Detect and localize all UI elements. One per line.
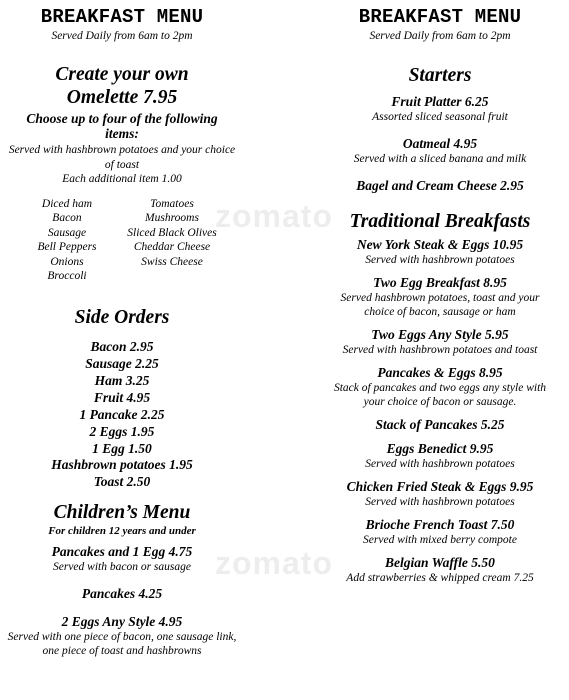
side-order-item: Sausage 2.25 [85,355,159,371]
menu-item-name: Pancakes and 1 Egg 4.75 [51,544,193,560]
menu-item [326,136,554,166]
omelette-fillings [0,197,244,285]
side-order-item: Bacon 2.95 [90,339,154,355]
menu-item [6,586,238,602]
menu-item-description: Served with hashbrown potatoes [365,496,515,508]
filling-item: Sausage [47,226,87,239]
filling-item: Broccoli [47,270,87,283]
side-order-item: Toast 2.50 [93,474,151,490]
menu-item [326,517,554,547]
side-orders-list [0,339,244,491]
filling-item: Bell Peppers [37,241,97,254]
menu-item [6,614,238,658]
menu-item-name: Two Egg Breakfast 8.95 [373,275,507,290]
menu-item [326,441,554,471]
menu-item [326,417,554,433]
side-order-item: Fruit 4.95 [93,389,151,405]
omelette-heading-line1: Create your own [55,64,189,85]
side-order-item: 1 Egg 1.50 [92,440,152,456]
menu-item-description: Served with mixed berry compote [363,534,517,546]
menu-item-description: Served with hashbrown potatoes [365,254,515,266]
served-hours: Served Daily from 6am to 2pm [369,30,511,42]
menu-item-name: Brioche French Toast 7.50 [365,517,515,532]
childrens-menu-subtitle: For children 12 years and under [48,525,196,538]
menu-item-description: Served with one piece of bacon, one sausage link, one piece of toast and hashbrowns [7,631,237,658]
side-order-item: 2 Eggs 1.95 [89,423,155,439]
menu-item [6,544,238,574]
menu-item-name: New York Steak & Eggs 10.95 [356,237,524,252]
menu-item [326,365,554,409]
menu-title: BREAKFAST MENU [40,6,204,28]
menu-item-name: Pancakes 4.25 [81,586,163,602]
menu-item-description: Add strawberries & whipped cream 7.25 [346,572,534,584]
filling-item: Cheddar Cheese [133,241,211,254]
menu-item [326,327,554,357]
menu-item-name: Pancakes & Eggs 8.95 [377,365,503,380]
starters-heading: Starters [408,65,472,86]
traditional-heading: Traditional Breakfasts [349,211,531,232]
omelette-choose: Choose up to four of the following items: [26,111,218,141]
filling-item: Bacon [52,212,82,225]
fillings-column-1 [17,197,117,285]
side-order-item: Ham 3.25 [94,372,150,388]
side-orders-heading: Side Orders [74,307,170,329]
right-column [326,0,554,585]
filling-item: Sliced Black Olives [127,226,217,239]
menu-item-description: Served with hashbrown potatoes and toast [342,344,538,356]
childrens-menu-items [6,544,238,658]
left-column [0,0,244,658]
menu-item-description: Assorted sliced seasonal fruit [372,111,508,123]
omelette-heading-line2: Omelette 7.95 [66,87,178,108]
menu-item-description: Stack of pancakes and two eggs any style with your choice of bacon or sausage. [333,382,547,408]
childrens-menu-heading: Children’s Menu [53,502,191,524]
filling-item: Tomatoes [150,197,194,210]
menu-item-description: Served with bacon or sausage [53,561,191,574]
watermark: zomato [215,545,333,581]
filling-item: Mushrooms [145,212,199,225]
omelette-additional: Each additional item 1.00 [62,173,182,185]
watermark: zomato [215,198,333,234]
menu-item-name: 2 Eggs Any Style 4.95 [61,614,183,630]
filling-item: Onions [50,255,84,268]
starters-items [326,94,554,194]
menu-item-description: Served hashbrown potatoes, toast and your choice of bacon, sausage or ham [340,292,540,318]
menu-item-name: Stack of Pancakes 5.25 [375,417,505,432]
menu-item-name: Eggs Benedict 9.95 [386,441,494,456]
menu-item-name: Fruit Platter 6.25 [391,94,489,109]
menu-title: BREAKFAST MENU [358,6,522,28]
side-order-item: 1 Pancake 2.25 [79,406,165,422]
menu-item [326,178,554,194]
menu-item-name: Oatmeal 4.95 [402,136,478,151]
menu-item [326,237,554,267]
filling-item: Swiss Cheese [141,255,203,268]
menu-item-name: Two Eggs Any Style 5.95 [371,327,509,342]
menu-item-description: Served with hashbrown potatoes [365,458,515,470]
menu-item [326,555,554,585]
served-hours: Served Daily from 6am to 2pm [51,30,193,42]
menu-item [326,94,554,124]
omelette-served-with: Served with hashbrown potatoes and your choice of toast [8,144,236,171]
filling-item: Diced ham [41,197,93,210]
menu-item [326,275,554,319]
menu-item [326,479,554,509]
menu-item-name: Chicken Fried Steak & Eggs 9.95 [346,479,534,494]
side-order-item: Hashbrown potatoes 1.95 [51,457,193,473]
traditional-items [326,237,554,585]
menu-item-name: Belgian Waffle 5.50 [385,555,495,570]
fillings-column-2 [117,197,227,285]
menu-item-description: Served with a sliced banana and milk [353,153,527,165]
menu-item-name: Bagel and Cream Cheese 2.95 [356,178,524,193]
